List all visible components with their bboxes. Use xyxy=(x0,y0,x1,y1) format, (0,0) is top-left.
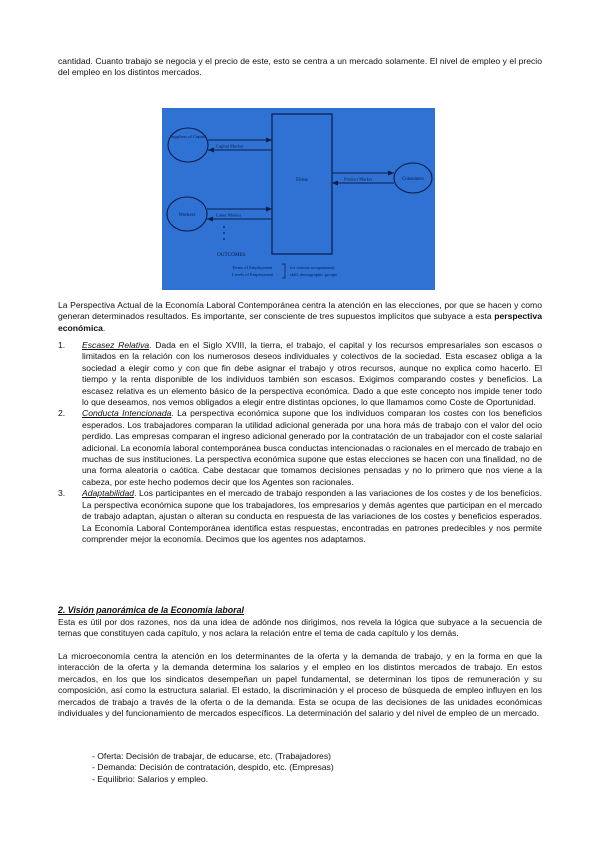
consumers-node-label: Consumers xyxy=(402,177,424,182)
labor-market-label: Labor Market xyxy=(216,212,241,218)
item-number: 2. xyxy=(58,408,66,419)
item-text: . Los participantes en el mercado de trabajo responden a las variaciones de los costes y de los beneficios. La perspectiva económica supone que los trabajadores, los empresarios y demás agentes que participan en el mercado de trabajo adaptan, ajustan o alteran su conducta en respuesta de las variaciones de los costes y beneficios esperados. La Economía Laboral Contemporánea identifica estas respuestas, encontradas en patrones predecibles y nos permite comprender mejor la economía. Decimos que los agentes nos adaptamos. xyxy=(82,488,542,544)
capital-market-label: Capital Market xyxy=(216,143,244,149)
bullet-list xyxy=(92,751,532,785)
item-number: 3. xyxy=(58,488,66,499)
item-term: Escasez Relativa xyxy=(82,340,150,350)
section-heading: 2. Visión panorámica de la Economía laboral xyxy=(58,605,244,615)
list-item: - Equilibrio: Salarios y empleo. xyxy=(92,773,209,784)
firms-node-label: Firms xyxy=(296,178,308,183)
item-number: 1. xyxy=(58,340,66,350)
workers-node-label: Workers xyxy=(178,213,196,218)
item-text: . Dada en el Siglo XVIII, la tierra, el trabajo, el capital y los recursos empresariales son escasos o limitados en la relación con los numerosos deseos individuales y colectivos de la sociedad. Esta escasez obliga a la sociedad a elegir como y con que fin debe asignar el trabajo y otros recursos, aunque no explica como hacerlo. El tiempo y la renta disponible de los individuos también son escasos. Exigimos comparando costes y beneficios. La escasez relativa es un elemento básico de la perspectiva económica. Dado a que este concepto nos impide tener todo lo que deseamos, nos vemos obligados a elegir entre distintas opciones, lo que llamamos como Coste de Oportunidad. xyxy=(82,340,542,408)
terms-label: Terms of Employment xyxy=(232,265,273,270)
perspective-bold: perspectiva económica xyxy=(58,311,542,333)
overview-paragraph: Esta es útil por dos razones, nos da una idea de adónde nos dirigimos, nos revela la lógica que subyace a la secuencia de temas que constituyen cada capítulo, y nos aclara la relación entre el tema de cada capítulo y los demás. xyxy=(58,617,542,639)
levels-label: Levels of Employment xyxy=(232,272,274,277)
item-term: Adaptabilidad xyxy=(82,488,135,499)
perspective-end: . xyxy=(102,322,106,333)
groups-label-2: skill, demographic groups xyxy=(290,272,337,277)
labor-market-diagram xyxy=(162,108,435,290)
item-text: . La perspectiva económica supone que los individuos comparan los costes con los beneficios esperados. Los trabajadores comparan la utilidad adicional generada por una hora más de trabajo con el valor del ocio perdido. Las empresas comparan el ingreso adicional generado por la contratación de un trabajador con el coste salarial adicional. La economía laboral contemporánea busca conductas intencionadas o racionales en el mercado de trabajo en muchas de sus instituciones. La perspectiva económica supone que estas elecciones se hacen con una finalidad, no de una forma aleatoria o caótica. Cabe destacar que tomamos decisiones pensadas y no lo primero que nos viene a la cabeza, por este hecho podemos decir que los Agentes son racionales. xyxy=(82,408,542,487)
product-market-label: Product Market xyxy=(344,176,373,182)
assumptions-list xyxy=(58,340,542,545)
groups-label-1: for various occupational, xyxy=(290,265,335,270)
list-item: - Demanda: Decisión de contratación, despido, etc. (Empresas) xyxy=(92,762,334,773)
item-term: Conducta Intencionada xyxy=(82,408,172,419)
capital-node-label: Suppliers of Capital xyxy=(169,134,207,139)
list-item xyxy=(58,340,542,408)
outcomes-label: OUTCOMES xyxy=(217,252,246,258)
list-item xyxy=(58,408,542,488)
list-item xyxy=(58,488,542,545)
list-item: - Oferta: Decisión de trabajar, de educarse, etc. (Trabajadores) xyxy=(92,751,331,761)
microeconomics-paragraph: La microeconomía centra la atención en los determinantes de la oferta y la demanda de trabajo, y en la forma en que la interacción de la oferta y la demanda determina los salarios y el empleo en los distintos mercados de trabajo. En estos mercados, en los que los sindicatos desempeñan un papel fundamental, se determinan los tipos de remuneración y su composición, así como la estructura salarial. El estado, la discriminación y el proceso de búsqueda de empleo influyen en los mercados de trabajo a través de la oferta o de la demanda. Esta se ocupa de las decisiones de las unidades económicas individuales y del funcionamiento de mercados específicos. La determinación del salario y del nivel de empleo de un mercado. xyxy=(58,651,542,719)
perspective-text: La Perspectiva Actual de la Economía Laboral Contemporánea centra la atención en las elecciones, por que se hacen y como generan determinados resultados. Es importante, ser consciente de tres supuestos implícitos que subyace a esta xyxy=(58,300,542,322)
intro-paragraph: cantidad. Cuanto trabajo se negocia y el precio de este, esto se centra a un mercado solamente. El nivel de empleo y el precio del empleo en los distintos mercados. xyxy=(58,56,542,78)
perspective-paragraph xyxy=(58,300,542,334)
